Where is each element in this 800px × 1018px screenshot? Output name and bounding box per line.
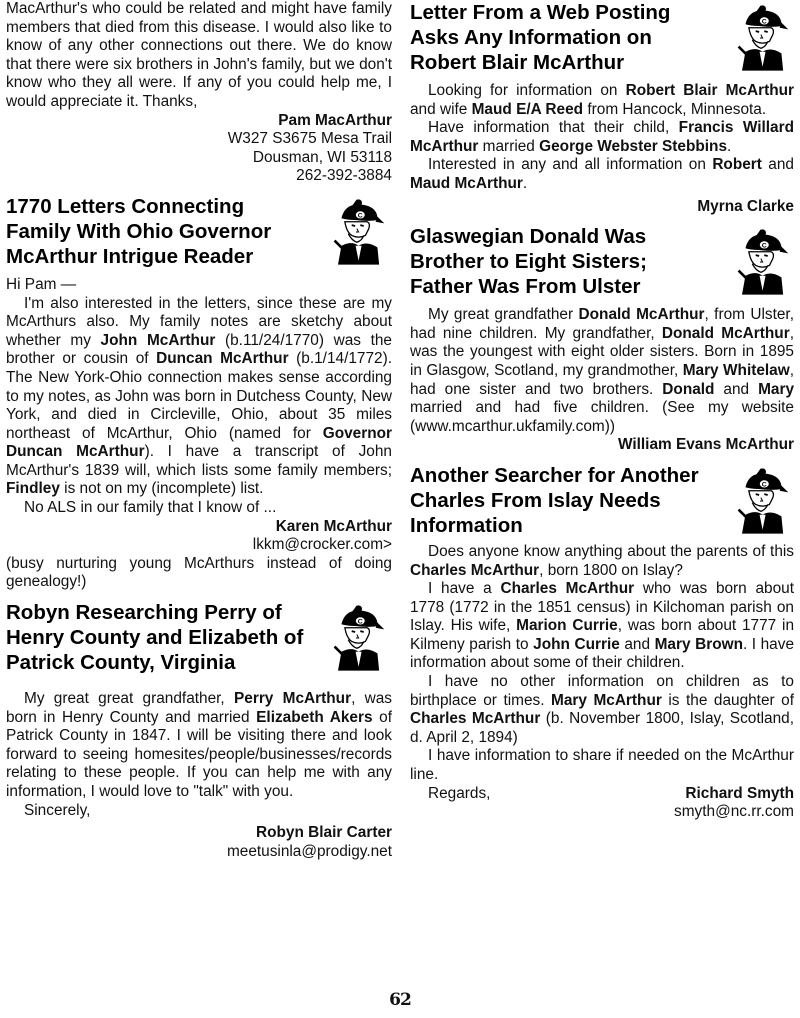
right-column <box>410 0 794 822</box>
article-header <box>410 463 794 539</box>
article-robyn-perry <box>6 600 392 861</box>
signature-name: Robyn Blair Carter <box>256 824 392 842</box>
signature-name: Richard Smyth <box>685 784 794 802</box>
article-another-charles <box>410 463 794 822</box>
article-paragraph: My great grandfather Donald McArthur, from Ulster, had nine children. My grandfather, Donald McArthur, was the youngest with eight older sisters. Born in 1895 in Glasgow, Scotland, my grandmother, Mary Whitelaw, had one sister and two brothers. Donald and Mary married and had five children. (See my website (www.mcarthur.ukfamily.com)) <box>410 306 795 435</box>
signature-email: meetusinla@prodigy.net <box>226 842 392 860</box>
signature-email: smyth@nc.rr.com <box>674 803 794 821</box>
article-robert-blair <box>410 0 794 216</box>
signature-email: lkkm@crocker.com> <box>252 536 392 554</box>
signature-phone: 262-392-3884 <box>296 167 392 185</box>
article-paragraph: I have a Charles McArthur who was born about 1778 (1772 in the 1851 census) in Kilchoman parish on Islay. His wife, Marion Currie, was born about 1777 in Kilmeny parish to John Currie and Mary Brown. I have information about some of their children. <box>410 580 795 672</box>
article-continued-body: MacArthur's who could be related and might have family members that died from this disease. I would also like to know of any other connections out there. We do know that there were six brothers in John's family, but we don't know who they all were. If any of you could help me, I would appreciate it. Thanks, <box>6 0 392 110</box>
article-postscript: (busy nurturing young McArthurs instead of doing genealogy!) <box>6 554 392 591</box>
clan-piper-icon <box>326 600 386 676</box>
article-paragraph: Does anyone know anything about the parents of this Charles McArthur, born 1800 on Islay? <box>410 542 794 579</box>
signature-name: Myrna Clarke <box>697 197 794 215</box>
signature-address-line1: W327 S3675 Mesa Trail <box>227 130 392 148</box>
signature-address-line2: Dousman, WI 53118 <box>252 148 392 166</box>
article-paragraph: I have no other information on children as to birthplace or times. Mary McArthur is the daughter of Charles McArthur (b. November 1800, Islay, Scotland, d. April 2, 1894) <box>410 673 794 746</box>
greeting: Hi Pam — <box>6 275 77 293</box>
closing: Sincerely, <box>24 801 91 819</box>
article-header <box>6 194 392 270</box>
article-paragraph: I'm also interested in the letters, since these are my McArthurs also. My family notes are sketchy about whether my John McArthur (b.11/24/1770) was the brother or cousin of Duncan McArthur (b.1/14/1772). The New York-Ohio connection makes sense according to my notes, as John was born in Dutchess County, New York, and died in Circleville, Ohio, about 35 miles northeast of McArthur, Ohio (named for Governor Duncan McArthur). I have a transcript of John McArthur's 1839 will, which lists some family members; Findley is not on my (incomplete) list. <box>6 294 392 498</box>
article-glaswegian-donald <box>410 224 794 455</box>
article-title: Glaswegian Donald Was Brother to Eight Sisters; Father Was From Ulster <box>410 225 647 299</box>
article-paragraph: My great great grandfather, Perry McArthur, was born in Henry County and married Elizabeth Akers of Patrick County in 1847. I will be visiting there and look forward to seeing homesites/people/businesses/records relating to these people. If you can help me with any information, I would love to "talk" with you. <box>6 690 392 800</box>
signature-name: William Evans McArthur <box>617 436 794 454</box>
article-paragraph: Interested in any and all information on Robert and Maud McArthur. <box>410 156 794 192</box>
signature-name: Karen McArthur <box>275 517 392 535</box>
article-title: 1770 Letters Connecting Family With Ohio Governor McArthur Intrigue Reader <box>6 194 272 268</box>
article-continued <box>6 0 392 186</box>
signature-name: Pam MacArthur <box>278 111 392 129</box>
article-paragraph: No ALS in our family that I know of ... <box>24 499 277 517</box>
article-paragraph: Looking for information on Robert Blair McArthur and wife Maud E/A Reed from Hancock, Minnesota. <box>410 82 795 118</box>
clan-piper-icon <box>730 224 790 300</box>
page-number: 62 <box>389 990 411 1010</box>
article-1770-letters <box>6 194 392 592</box>
article-title: Letter From a Web Posting Asks Any Information on Robert Blair McArthur <box>410 1 671 74</box>
article-header <box>410 224 794 300</box>
clan-piper-icon <box>730 463 790 539</box>
article-title: Another Searcher for Another Charles From Islay Needs Information <box>410 463 699 537</box>
closing: Regards, <box>428 784 491 802</box>
clan-piper-icon <box>326 194 386 270</box>
clan-piper-icon <box>730 0 790 76</box>
left-column <box>6 0 392 861</box>
closing-row <box>410 785 794 804</box>
article-header <box>6 600 392 676</box>
article-paragraph: Have information that their child, Francis Willard McArthur married George Webster Stebbins. <box>410 119 794 155</box>
article-header <box>410 0 794 76</box>
article-title: Robyn Researching Perry of Henry County and Elizabeth of Patrick County, Virginia <box>6 601 304 675</box>
article-paragraph: I have information to share if needed on the McArthur line. <box>410 747 794 784</box>
